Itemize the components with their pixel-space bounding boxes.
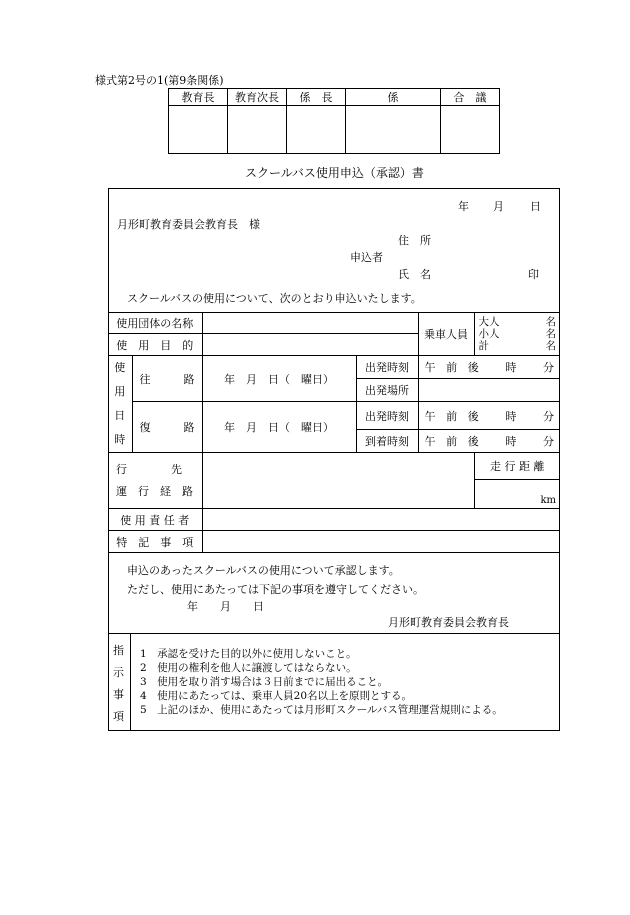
passengers-label: 乗車人員 — [418, 313, 474, 356]
outbound-time-field[interactable]: 午 前 後 時 分 — [418, 356, 560, 379]
route-label: 運 行 経 路 — [116, 484, 193, 498]
responsible-field[interactable] — [202, 509, 560, 531]
return-label: 復 路 — [132, 402, 202, 453]
addressee: 月形町教育委員会教育長 様 — [117, 218, 260, 231]
intro-text: スクールバスの使用について、次のとおり申込いたします。 — [127, 292, 422, 305]
seal-mark: 印 — [528, 268, 539, 281]
purpose-label: 使 用 目 的 — [108, 334, 202, 356]
adult-label: 大人 — [478, 316, 500, 328]
return-depart-time-field[interactable]: 午 前 後 時 分 — [418, 402, 560, 430]
total-label: 計 — [478, 340, 489, 352]
applicant-label: 申込者 — [350, 251, 383, 264]
purpose-field[interactable] — [202, 334, 418, 356]
instruction-item: 2 使用の権利を他人に譲渡してはならない。 — [140, 662, 357, 674]
instructions-label: 指 示 事 項 — [113, 644, 124, 723]
stamp-cell[interactable] — [346, 106, 441, 154]
destination-route-label — [108, 453, 202, 509]
instructions-divider — [108, 633, 559, 634]
stamp-header: 合 議 — [441, 89, 500, 106]
instructions-list — [140, 647, 503, 717]
date-year: 年 — [458, 200, 469, 213]
stamp-cell[interactable] — [228, 106, 287, 154]
stamp-header: 教育次長 — [228, 89, 287, 106]
return-date-field[interactable]: 年 月 日（ 曜日） — [202, 402, 356, 453]
approval-line-1: 申込のあったスクールバスの使用について承認します。 — [127, 564, 400, 577]
stamp-header: 教育長 — [169, 89, 228, 106]
stamp-cell[interactable] — [287, 106, 346, 154]
stamp-cell[interactable] — [441, 106, 500, 154]
child-label: 小人 — [478, 328, 500, 340]
depart-place-field[interactable] — [418, 379, 560, 402]
stamp-header: 係 長 — [287, 89, 346, 106]
form-number: 様式第2号の1(第9条関係) — [95, 74, 224, 87]
details-table — [108, 312, 560, 553]
notes-label: 特 記 事 項 — [108, 531, 202, 553]
depart-place-label: 出発場所 — [356, 379, 418, 402]
arrive-time-field[interactable]: 午 前 後 時 分 — [418, 430, 560, 453]
group-name-label: 使用団体の名称 — [108, 313, 202, 334]
stamp-header: 係 — [346, 89, 441, 106]
unit: 名 — [545, 328, 556, 340]
instruction-item: 4 使用にあたっては、乗車人員20名以上を原則とする。 — [140, 690, 413, 702]
approval-date: 年 月 日 — [187, 600, 264, 613]
passengers-cell[interactable] — [474, 313, 560, 356]
use-datetime-label: 使 用 日 時 — [108, 356, 132, 453]
form-title: スクールバス使用申込（承認）書 — [245, 166, 424, 180]
arrive-time-label: 到着時刻 — [356, 430, 418, 453]
instruction-item: 1 承認を受けた目的以外に使用しないこと。 — [140, 648, 357, 660]
notes-field[interactable] — [202, 531, 560, 553]
depart-time-label: 出発時刻 — [356, 402, 418, 430]
stamp-cell[interactable] — [169, 106, 228, 154]
destination-label: 行 先 — [116, 462, 182, 476]
depart-time-label: 出発時刻 — [356, 356, 418, 379]
approval-signer: 月形町教育委員会教育長 — [388, 616, 509, 629]
responsible-label: 使 用 責 任 者 — [108, 509, 202, 531]
instructions-label-divider — [130, 633, 131, 730]
instruction-item: 3 使用を取り消す場合は３日前までに届出ること。 — [140, 676, 389, 688]
outbound-label: 往 路 — [132, 356, 202, 402]
distance-label: 走 行 距 離 — [474, 453, 560, 480]
name-label: 氏 名 — [398, 268, 431, 281]
address-label: 住 所 — [398, 234, 431, 247]
approval-stamp-table — [168, 88, 500, 154]
approval-line-2: ただし、使用にあたっては下記の事項を遵守してください。 — [127, 583, 424, 596]
outbound-date-field[interactable]: 年 月 日（ 曜日） — [202, 356, 356, 402]
instruction-item: 5 上記のほか、使用にあたっては月形町スクールバス管理運営規則による。 — [140, 704, 503, 716]
date-month: 月 — [493, 200, 504, 213]
date-day: 日 — [530, 200, 541, 213]
unit: 名 — [545, 316, 556, 328]
destination-route-field[interactable] — [202, 453, 474, 509]
unit: 名 — [545, 340, 556, 352]
distance-field[interactable]: km — [474, 480, 560, 509]
group-name-field[interactable] — [202, 313, 418, 334]
